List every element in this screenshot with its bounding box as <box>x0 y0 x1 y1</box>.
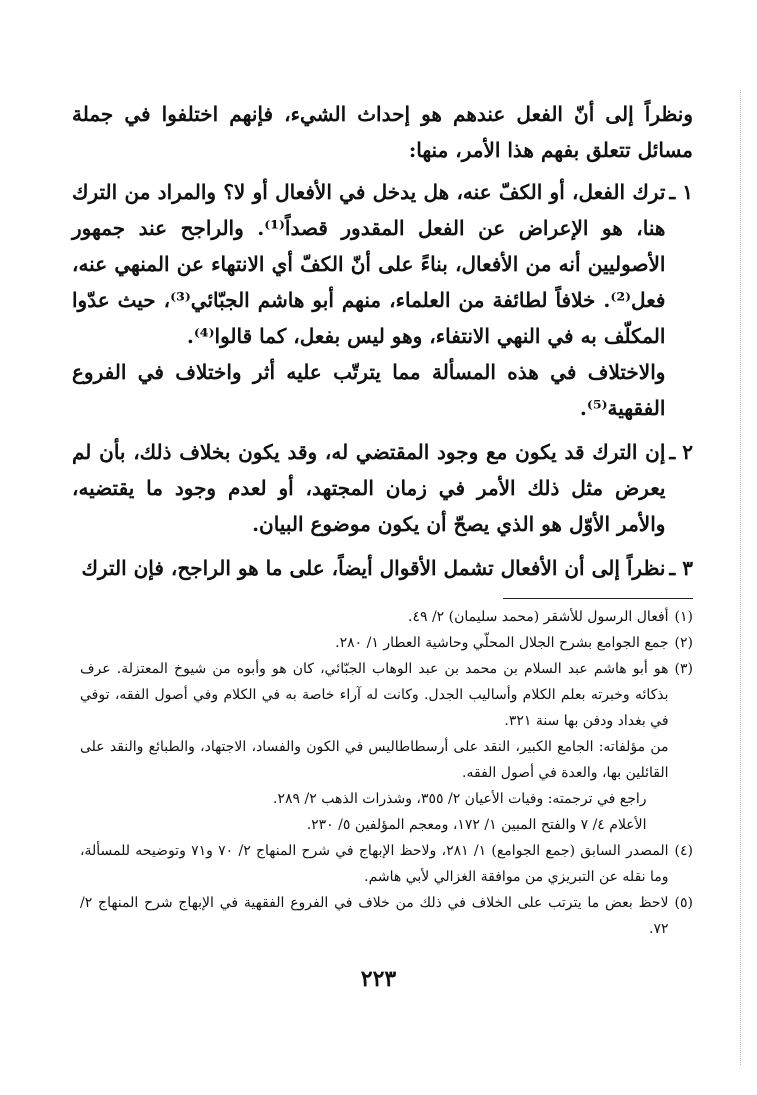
footnote-number: (٤) <box>674 843 693 859</box>
scan-edge-line <box>740 90 741 1065</box>
footnote-line: لاحظ بعض ما يترتب على الخلاف في ذلك من خلاف في الفروع الفقهية في الإبهاج شرح المنهاج ٢/ ٧٢. <box>80 895 669 937</box>
footnote-2 <box>80 630 693 656</box>
list-item-body <box>72 550 665 586</box>
footnote-number: (٢) <box>674 635 693 651</box>
footnote-body <box>80 890 669 942</box>
list-item-body <box>72 434 665 542</box>
footnote-line: أفعال الرسول للأشقر (محمد سليمان) ٢/ ٤٩. <box>408 609 669 625</box>
footnote-line: من مؤلفاته: الجامع الكبير، النقد على أرسطاطاليس في الكون والفساد، الاجتهاد، والطبائع والنقد على القائلين بها، والعدة في أصول الفقه. <box>80 739 669 781</box>
footnote-1 <box>80 604 693 630</box>
footnote-body <box>80 838 669 890</box>
main-text <box>72 96 693 594</box>
footnote-3 <box>80 656 693 838</box>
list-item-number: ٣ ـ <box>669 556 693 580</box>
page-number: ٢٢٣ <box>360 966 397 992</box>
footnotes-section <box>80 604 693 942</box>
list-item-1 <box>72 174 693 426</box>
list-item-2 <box>72 434 693 542</box>
list-item-text: ترك الفعل، أو الكفّ عنه، هل يدخل في الأفعال أو لا؟ والمراد من الترك هنا، هو الإعراض عن الفعل المقدور قصداً⁽¹⁾. والراجح عند جمهور الأصوليين أنه من الأفعال، بناءً على أنّ الكفّ أي الانتهاء عن المنهي عنه، فعل⁽²⁾. خلافاً لطائفة من العلماء، منهم أبو هاشم الجبّائي⁽³⁾، حيث عدّوا المكلّف به في النهي الانتفاء، وهو ليس بفعل، كما قالوا⁽⁴⁾. <box>72 180 666 348</box>
list-item-body <box>72 174 665 426</box>
footnote-4 <box>80 838 693 890</box>
list-item-text: نظراً إلى أن الأفعال تشمل الأقوال أيضاً، على ما هو الراجح، فإن الترك <box>81 556 666 580</box>
footnote-line: هو أبو هاشم عبد السلام بن محمد بن عبد الوهاب الجبّائي، كان هو وأبوه من شيوخ المعتزلة. عرف بذكائه وخبرته بعلم الكلام وأساليب الجدل. وكانت له آراء خاصة به في الكلام وفي أصول الفقه، توفي في بغداد ودفن بها سنة ٣٢١. <box>80 661 669 729</box>
footnote-body <box>80 604 669 630</box>
list-item-extra: والاختلاف في هذه المسألة مما يترتّب عليه أثر واختلاف في الفروع الفقهية⁽⁵⁾. <box>72 360 666 420</box>
footnote-body <box>80 630 669 656</box>
footnote-line: الأعلام ٤/ ٧ والفتح المبين ١/ ١٧٢، ومعجم المؤلفين ٥/ ٢٣٠. <box>306 817 647 833</box>
footnote-line: المصدر السابق (جمع الجوامع) ١/ ٢٨١، ولاحظ الإبهاج في شرح المنهاج ٢/ ٧٠ و٧١ وتوضيحه للمسألة، وما نقله عن التبريزي من موافقة الغزالي لأبي هاشم. <box>80 843 669 885</box>
footnote-divider <box>503 598 693 599</box>
footnote-line: جمع الجوامع بشرح الجلال المحلّي وحاشية العطار ١/ ٢٨٠. <box>335 635 669 651</box>
intro-paragraph: ونظراً إلى أنّ الفعل عندهم هو إحداث الشيء، فإنهم اختلفوا في جملة مسائل تتعلق بفهم هذا الأمر، منها: <box>72 102 693 162</box>
footnote-line: راجع في ترجمته: وفيات الأعيان ٢/ ٣٥٥، وشذرات الذهب ٢/ ٢٨٩. <box>273 791 647 807</box>
footnote-number: (٥) <box>674 895 693 911</box>
list-item-number: ١ ـ <box>669 180 693 204</box>
footnote-number: (١) <box>674 609 693 625</box>
list-item-text: إن الترك قد يكون مع وجود المقتضي له، وقد يكون بخلاف ذلك، بأن لم يعرض مثل ذلك الأمر في زمان المجتهد، أو لعدم وجود ما يقتضيه، والأمر الأوّل هو الذي يصحّ أن يكون موضوع البيان. <box>72 440 666 536</box>
footnote-body <box>80 656 669 838</box>
footnote-5 <box>80 890 693 942</box>
list-item-number: ٢ ـ <box>669 440 693 464</box>
list-item-3 <box>72 550 693 586</box>
footnote-number: (٣) <box>674 661 693 677</box>
